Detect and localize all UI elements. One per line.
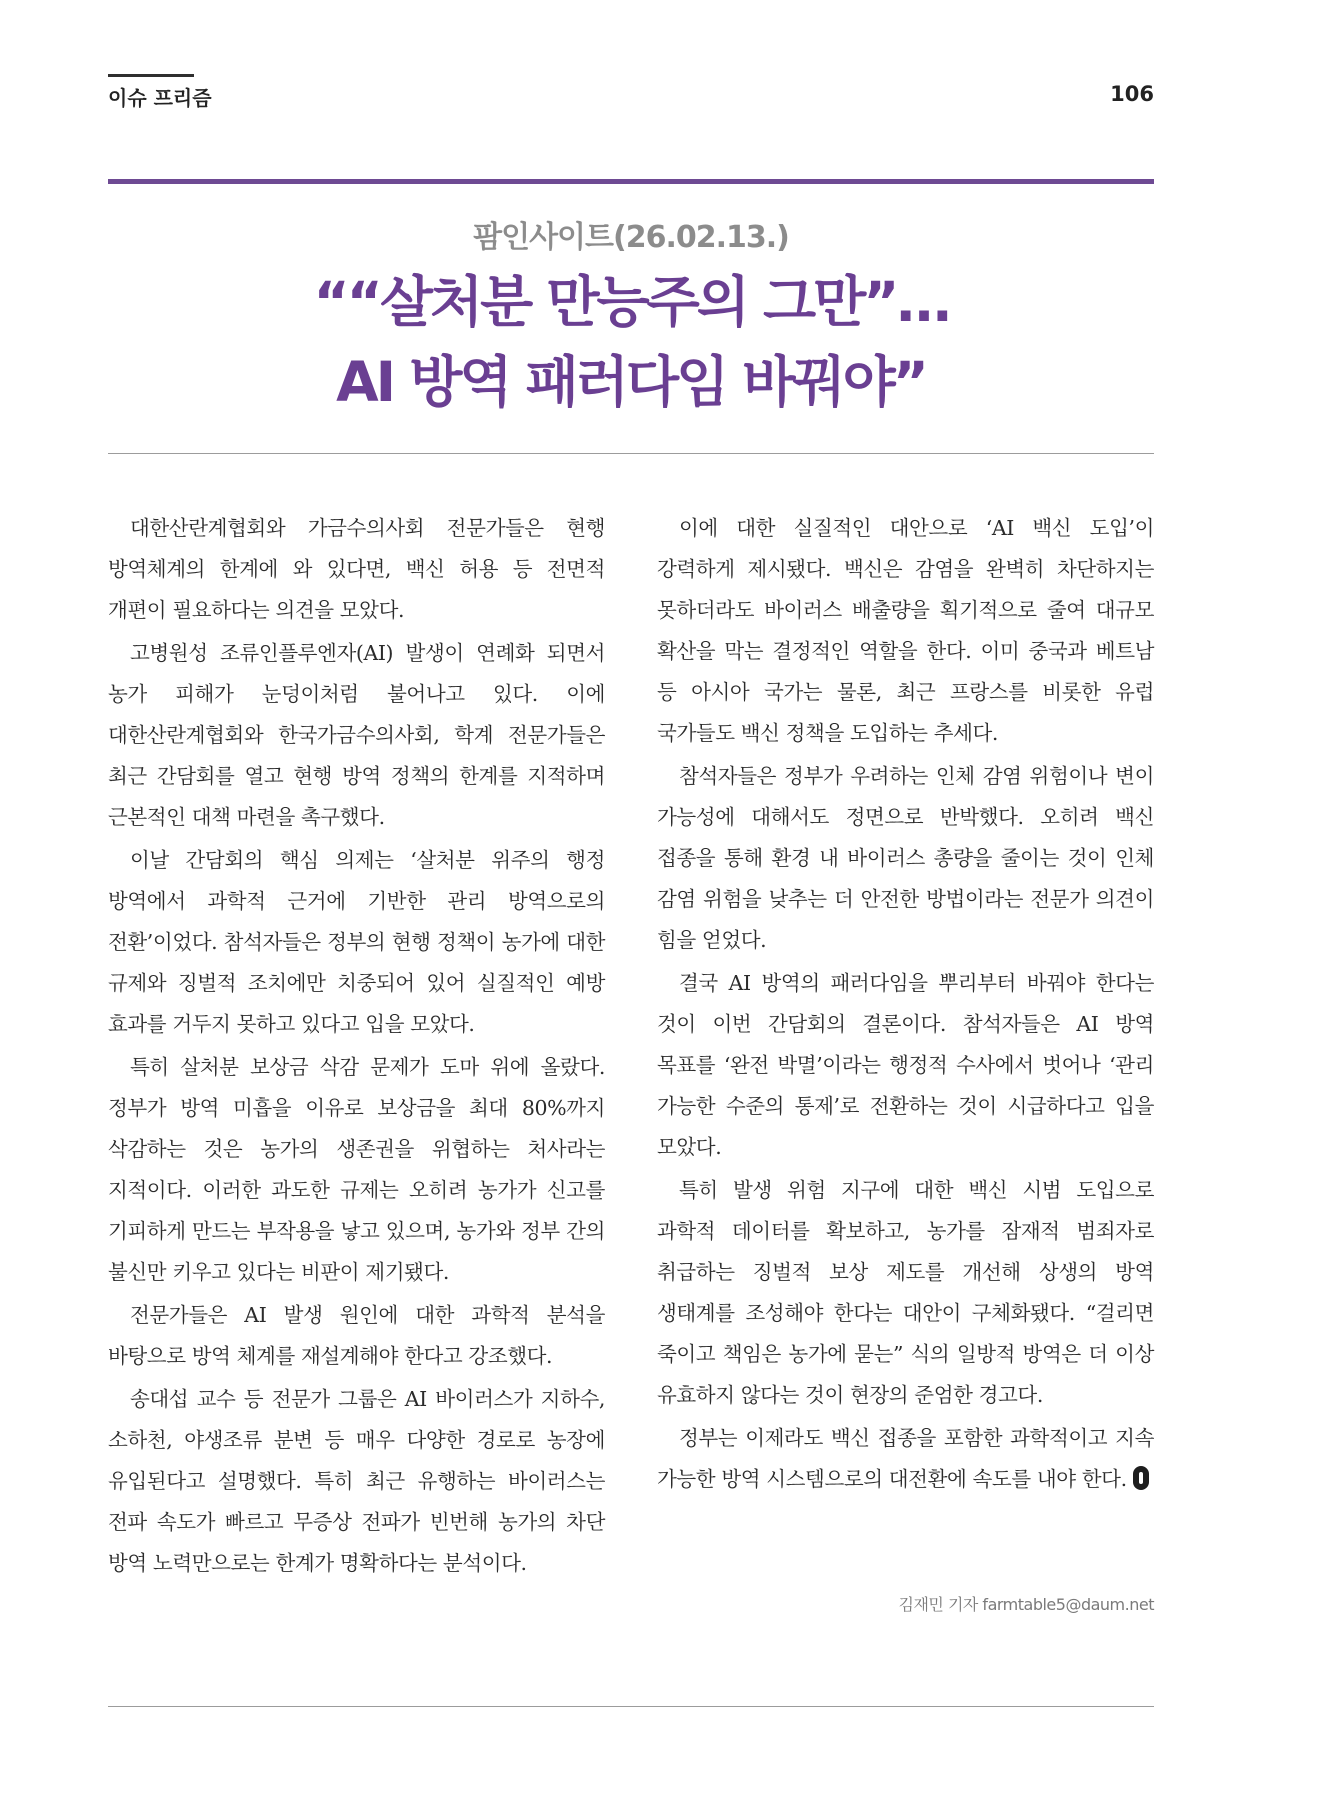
article-column-right bbox=[657, 508, 1154, 1502]
headline-divider bbox=[108, 453, 1154, 454]
closing-paragraph bbox=[657, 1418, 1154, 1500]
paragraph: 대한산란계협회와 가금수의사회 전문가들은 현행 방역체계의 한계에 와 있다면, 백신 허용 등 전면적 개편이 필요하다는 의견을 모았다. bbox=[108, 516, 605, 622]
article-column-left bbox=[108, 508, 605, 1586]
paragraph: 이날 간담회의 핵심 의제는 ‘살처분 위주의 행정 방역에서 과학적 근거에 기반한 관리 방역으로의 전환’이었다. 참석자들은 정부의 현행 정책이 농가에 대한 규제와 징벌적 조치에만 치중되어 있어 실질적인 예방 효과를 거두지 못하고 있다고 입을 모았다. bbox=[108, 848, 605, 1036]
title-rule bbox=[108, 179, 1154, 184]
article-end-icon bbox=[1133, 1466, 1149, 1490]
paragraph: 이에 대한 실질적인 대안으로 ‘AI 백신 도입’이 강력하게 제시됐다. 백신은 감염을 완벽히 차단하지는 못하더라도 바이러스 배출량을 획기적으로 줄여 대규모 확산을 막는 결정적인 역할을 한다. 이미 중국과 베트남 등 아시아 국가는 물론, 최근 프랑스를 비롯한 유럽 국가들도 백신 정책을 도입하는 추세다. bbox=[657, 516, 1154, 745]
paragraph: 특히 살처분 보상금 삭감 문제가 도마 위에 올랐다. 정부가 방역 미흡을 이유로 보상금을 최대 80%까지 삭감하는 것은 농가의 생존권을 위협하는 처사라는 지적이다. 이러한 과도한 규제는 오히려 농가가 신고를 기피하게 만드는 부작용을 낳고 있으며, 농가와 정부 간의 불신만 키우고 있다는 비판이 제기됐다. bbox=[108, 1055, 605, 1284]
byline: 김재민 기자 farmtable5@daum.net bbox=[898, 1595, 1154, 1614]
page-number: 106 bbox=[1110, 82, 1154, 106]
section-label: 이슈 프리즘 bbox=[108, 86, 212, 110]
paragraph: 고병원성 조류인플루엔자(AI) 발생이 연례화 되면서 농가 피해가 눈덩이처럼 불어나고 있다. 이에 대한산란계협회와 한국가금수의사회, 학계 전문가들은 최근 간담회를 열고 현행 방역 정책의 한계를 지적하며 근본적인 대책 마련을 촉구했다. bbox=[108, 641, 605, 829]
paragraph: 특히 발생 위험 지구에 대한 백신 시범 도입으로 과학적 데이터를 확보하고, 농가를 잠재적 범죄자로 취급하는 징벌적 보상 제도를 개선해 상생의 방역 생태계를 조성해야 한다는 대안이 구체화됐다. “걸리면 죽이고 책임은 농가에 묻는” 식의 일방적 방역은 더 이상 유효하지 않다는 것이 현장의 준엄한 경고다. bbox=[657, 1178, 1154, 1407]
paragraph: 송대섭 교수 등 전문가 그룹은 AI 바이러스가 지하수, 소하천, 야생조류 분변 등 매우 다양한 경로로 농장에 유입된다고 설명했다. 특히 최근 유행하는 바이러스는 전파 속도가 빠르고 무증상 전파가 빈번해 농가의 차단 방역 노력만으로는 한계가 명확하다는 분석이다. bbox=[108, 1387, 605, 1575]
headline-line-1: ““살처분 만능주의 그만”… bbox=[313, 270, 949, 334]
header-rule bbox=[108, 74, 194, 77]
article-source: 팜인사이트(26.02.13.) bbox=[473, 220, 789, 255]
headline-line-2: AI 방역 패러다임 바꿔야” bbox=[336, 350, 926, 414]
paragraph: 전문가들은 AI 발생 원인에 대한 과학적 분석을 바탕으로 방역 체계를 재설계해야 한다고 강조했다. bbox=[108, 1303, 605, 1368]
paragraph: 결국 AI 방역의 패러다임을 뿌리부터 바꿔야 한다는 것이 이번 간담회의 결론이다. 참석자들은 AI 방역 목표를 ‘완전 박멸’이라는 행정적 수사에서 벗어나 ‘관리 가능한 수준의 통제’로 전환하는 것이 시급하다고 입을 모았다. bbox=[657, 971, 1154, 1159]
closing-text: 정부는 이제라도 백신 접종을 포함한 과학적이고 지속 가능한 방역 시스템으로의 대전환에 속도를 내야 한다. bbox=[657, 1426, 1154, 1491]
article-headline bbox=[108, 262, 1154, 422]
paragraph: 참석자들은 정부가 우려하는 인체 감염 위험이나 변이 가능성에 대해서도 정면으로 반박했다. 오히려 백신 접종을 통해 환경 내 바이러스 총량을 줄이는 것이 인체 감염 위험을 낮추는 더 안전한 방법이라는 전문가 의견이 힘을 얻었다. bbox=[657, 764, 1154, 952]
footer-rule bbox=[108, 1706, 1154, 1707]
